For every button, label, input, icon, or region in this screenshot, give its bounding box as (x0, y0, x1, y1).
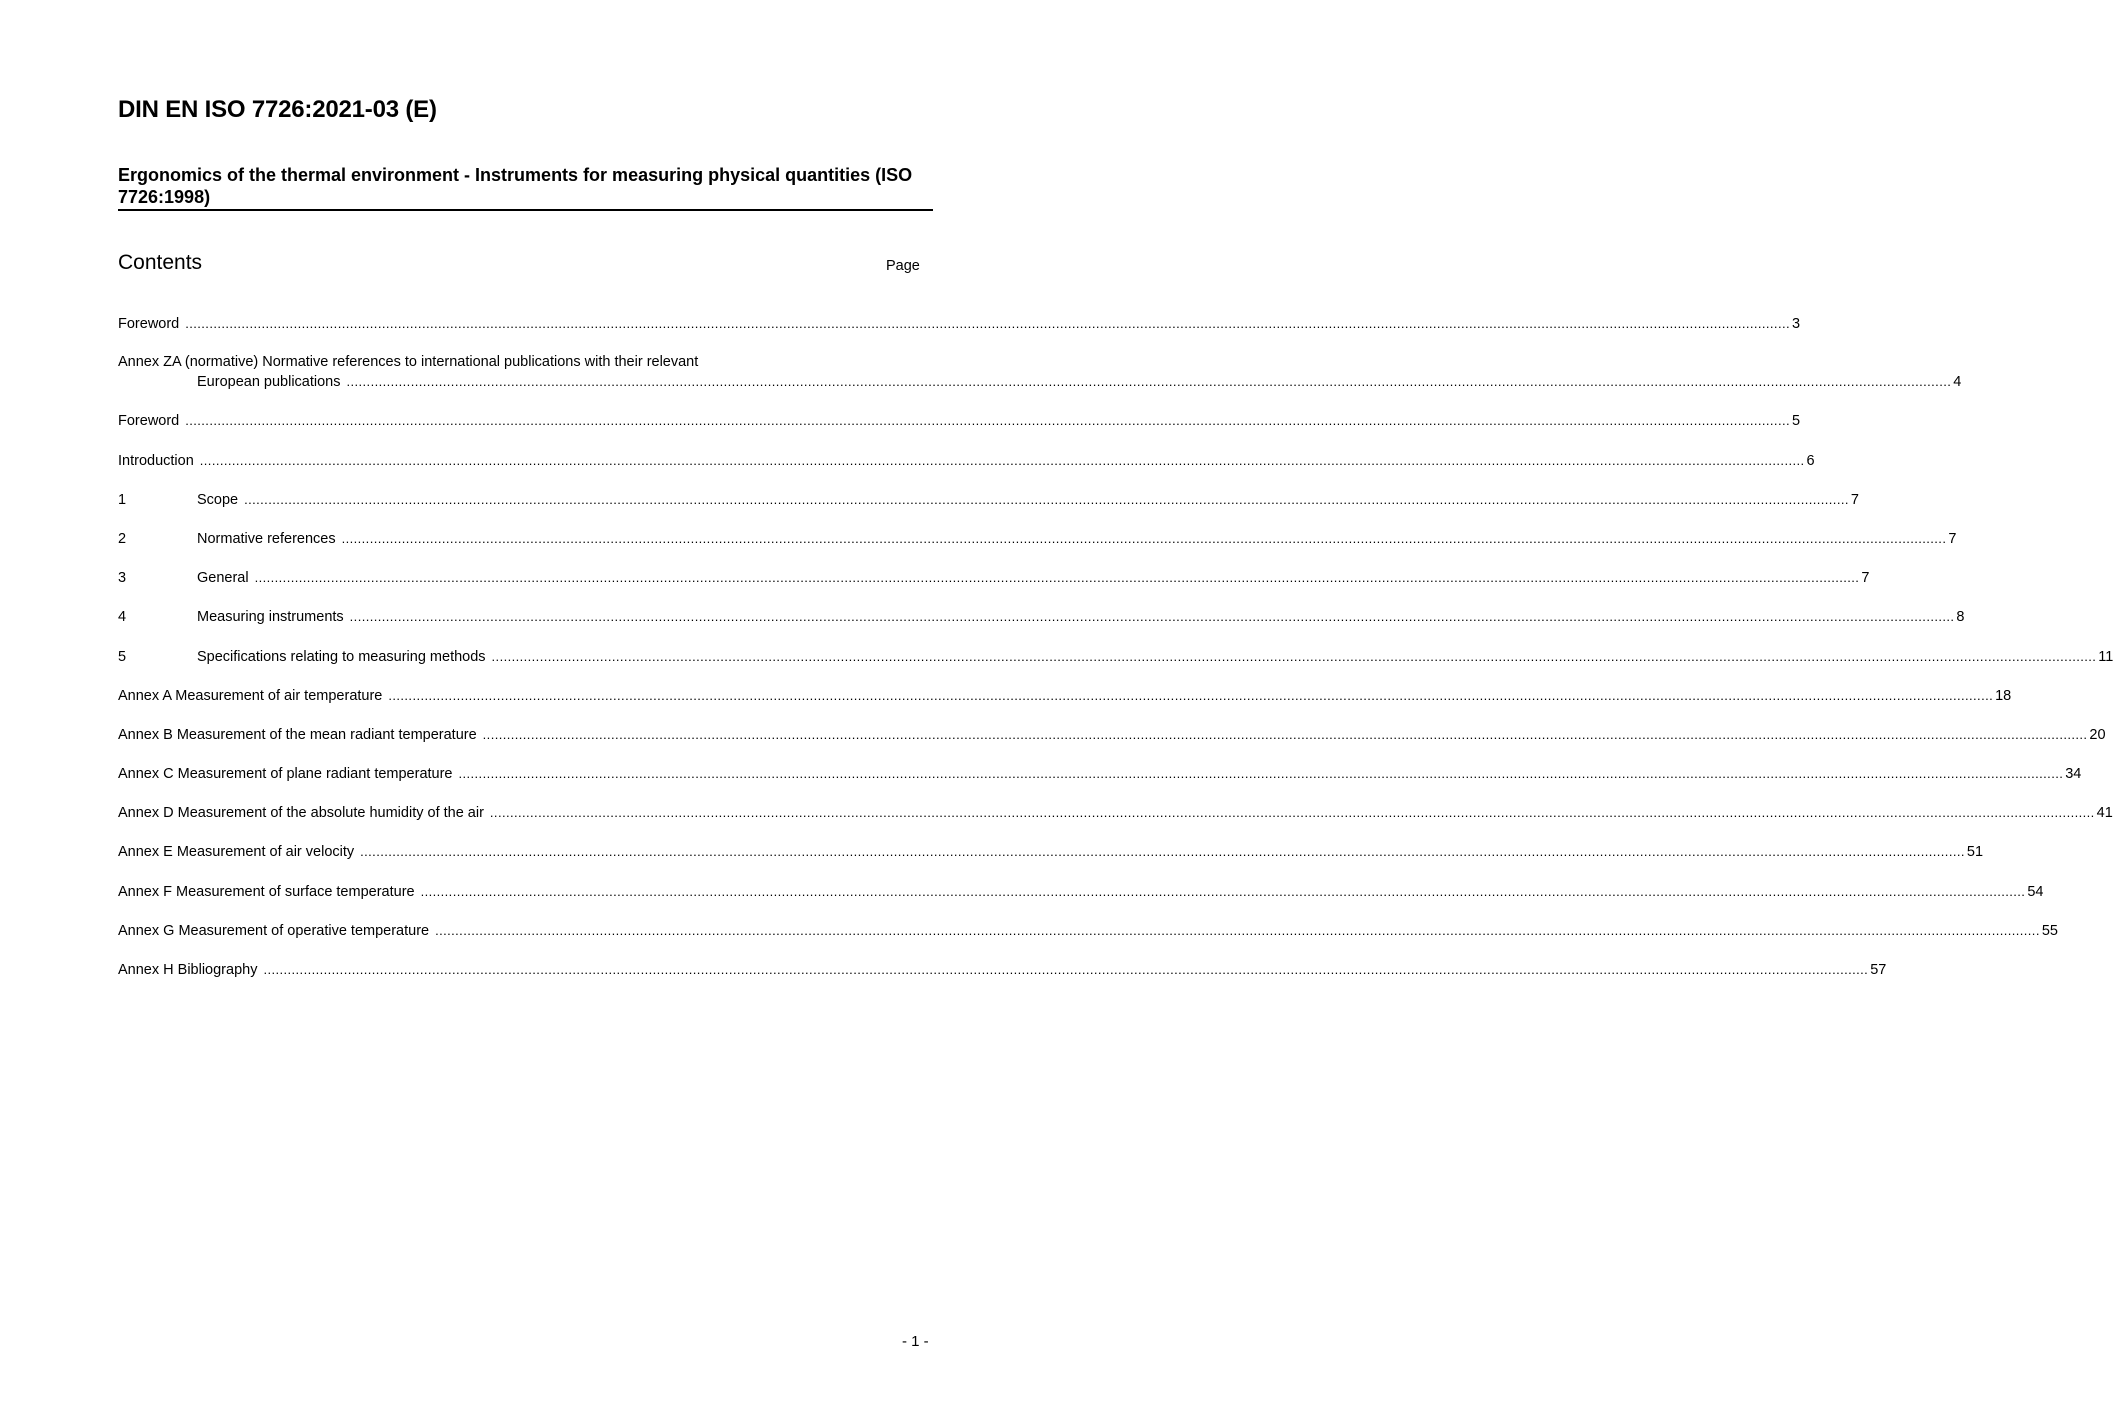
table-of-contents (118, 314, 2113, 999)
toc-entry-title: Annex H Bibliography (118, 962, 258, 978)
toc-entry-title: Normative references (197, 530, 336, 547)
toc-entry-title: Annex G Measurement of operative temperature (118, 922, 430, 939)
toc-entry[interactable] (118, 314, 1801, 334)
toc-entry-page: 7 (1850, 491, 1859, 508)
toc-dot-leader: ................................................................................................................................................................................................................................................................................................................................................................................................................ (254, 570, 1860, 586)
toc-entry[interactable] (118, 921, 2058, 941)
toc-dot-leader: ................................................................................................................................................................................................................................................................................................................................................................................................................ (185, 413, 1790, 429)
page-number: - 1 - (902, 1333, 929, 1350)
toc-entry-number: 2 (118, 530, 127, 547)
toc-entry-page: 57 (1870, 962, 1887, 978)
toc-dot-leader: ................................................................................................................................................................................................................................................................................................................................................................................................................ (263, 962, 1869, 977)
toc-entry-title: Measuring instruments (197, 609, 344, 626)
toc-dot-leader: ................................................................................................................................................................................................................................................................................................................................................................................................................ (349, 609, 1955, 625)
toc-dot-leader: ................................................................................................................................................................................................................................................................................................................................................................................................................ (185, 316, 1790, 331)
toc-entry-number: 1 (118, 491, 127, 508)
toc-entry-page: 4 (1953, 374, 1962, 391)
toc-dot-leader: ................................................................................................................................................................................................................................................................................................................................................................................................................ (482, 726, 2088, 742)
toc-entry-page: 8 (1956, 609, 1965, 626)
toc-dot-leader: ................................................................................................................................................................................................................................................................................................................................................................................................................ (388, 687, 1994, 703)
toc-entry-number: 3 (118, 570, 127, 587)
toc-entry-title: European publications (197, 374, 341, 391)
toc-entry-page: 54 (2027, 883, 2044, 900)
toc-entry-title: Annex B Measurement of the mean radiant temperature (118, 726, 477, 743)
toc-entry-title: Annex C Measurement of plane radiant temperature (118, 766, 453, 783)
toc-entry-title: Foreword (118, 316, 180, 332)
toc-entry[interactable] (118, 725, 2106, 745)
toc-entry-page: 6 (1806, 452, 1815, 469)
toc-entry-title-line1: Annex ZA (normative) Normative references to international publications with their relevant (118, 354, 699, 371)
toc-entry-page: 55 (2041, 922, 2058, 939)
toc-entry-line2 (118, 372, 1962, 392)
toc-dot-leader: ................................................................................................................................................................................................................................................................................................................................................................................................................ (491, 648, 2097, 664)
toc-entry[interactable] (118, 411, 1801, 431)
toc-dot-leader: ................................................................................................................................................................................................................................................................................................................................................................................................................ (435, 922, 2040, 938)
toc-entry-title: Annex D Measurement of the absolute humidity of the air (118, 805, 484, 822)
toc-entry-title: Annex A Measurement of air temperature (118, 687, 383, 704)
toc-entry-number: 4 (118, 609, 127, 626)
toc-entry-title: Scope (197, 491, 239, 508)
toc-entry-page: 18 (1995, 687, 2012, 704)
toc-entry[interactable] (118, 353, 1962, 392)
toc-entry[interactable] (118, 529, 1957, 549)
toc-entry[interactable] (118, 490, 1859, 510)
document-subtitle: Ergonomics of the thermal environment - Instruments for measuring physical quantities (ISO 7726:1998) (118, 164, 933, 211)
toc-entry-title: Introduction (118, 452, 194, 469)
toc-entry[interactable] (118, 960, 1887, 980)
toc-entry-title: Foreword (118, 413, 180, 430)
toc-entry[interactable] (118, 568, 1870, 588)
toc-entry-page: 34 (2065, 766, 2082, 783)
document-id: DIN EN ISO 7726:2021-03 (E) (118, 96, 437, 123)
toc-dot-leader: ................................................................................................................................................................................................................................................................................................................................................................................................................ (341, 530, 1947, 546)
toc-entry[interactable] (118, 647, 2113, 667)
toc-entry[interactable] (118, 803, 2113, 823)
toc-dot-leader: ................................................................................................................................................................................................................................................................................................................................................................................................................ (420, 883, 2026, 899)
toc-entry-page: 7 (1948, 530, 1957, 547)
toc-entry-page: 41 (2096, 805, 2113, 822)
toc-entry[interactable] (118, 607, 1965, 627)
toc-entry[interactable] (118, 451, 1815, 471)
toc-entry-page: 51 (1966, 844, 1984, 861)
toc-dot-leader: ................................................................................................................................................................................................................................................................................................................................................................................................................ (360, 844, 1965, 860)
page-column-label: Page (886, 258, 920, 274)
toc-dot-leader: ................................................................................................................................................................................................................................................................................................................................................................................................................ (199, 452, 1805, 468)
toc-dot-leader: ................................................................................................................................................................................................................................................................................................................................................................................................................ (458, 766, 2064, 782)
toc-entry[interactable] (118, 764, 2082, 784)
toc-dot-leader: ................................................................................................................................................................................................................................................................................................................................................................................................................ (244, 491, 1849, 507)
toc-entry-page: 11 (2098, 648, 2113, 665)
toc-entry[interactable] (118, 882, 2044, 902)
toc-entry-title: Annex F Measurement of surface temperature (118, 883, 415, 900)
toc-dot-leader: ................................................................................................................................................................................................................................................................................................................................................................................................................ (346, 374, 1952, 390)
toc-entry-page: 7 (1861, 570, 1870, 587)
toc-entry[interactable] (118, 842, 1984, 862)
toc-entry-number: 5 (118, 648, 127, 665)
toc-entry-title: Annex E Measurement of air velocity (118, 844, 355, 861)
toc-entry-title: General (197, 570, 249, 587)
toc-entry-page: 3 (1791, 316, 1801, 332)
toc-entry-page: 5 (1791, 413, 1801, 430)
toc-dot-leader: ................................................................................................................................................................................................................................................................................................................................................................................................................ (489, 805, 2095, 821)
toc-entry[interactable] (118, 686, 2012, 706)
toc-entry-title: Specifications relating to measuring methods (197, 648, 486, 665)
toc-entry-page: 20 (2089, 726, 2106, 743)
contents-heading: Contents (118, 251, 203, 274)
